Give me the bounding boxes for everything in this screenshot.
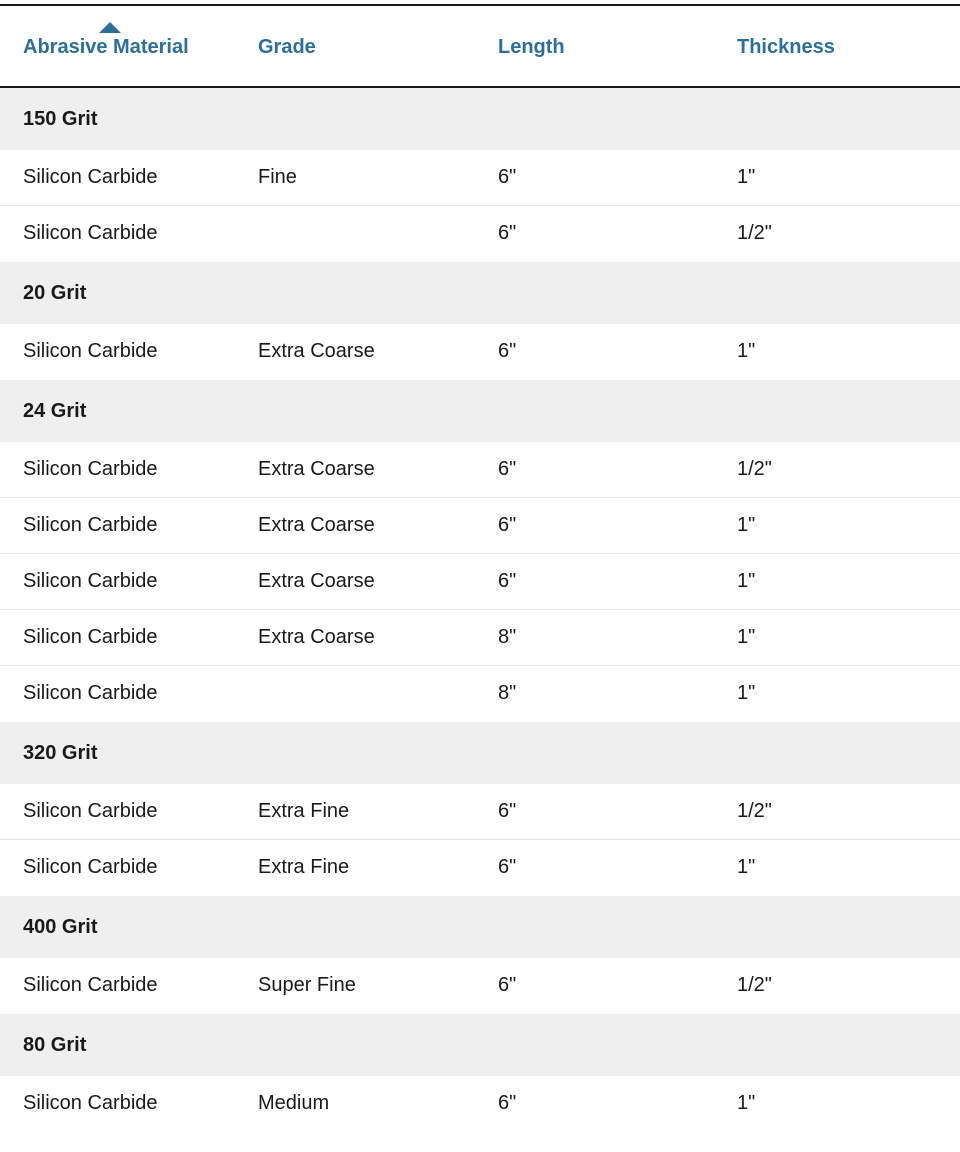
column-header-label: Thickness bbox=[737, 36, 835, 58]
cell-abrasive-material: Silicon Carbide bbox=[23, 514, 158, 536]
cell-grade: Extra Fine bbox=[258, 800, 350, 822]
group-header-row bbox=[0, 1014, 960, 1076]
table-row[interactable] bbox=[0, 666, 960, 722]
table-header bbox=[0, 6, 960, 88]
table-body bbox=[0, 88, 960, 1132]
cell-thickness: 1/2" bbox=[737, 222, 772, 244]
table-row[interactable] bbox=[0, 610, 960, 666]
table-row[interactable] bbox=[0, 554, 960, 610]
cell-thickness: 1" bbox=[737, 166, 756, 188]
cell-length: 6" bbox=[498, 800, 517, 822]
cell-length: 6" bbox=[498, 166, 517, 188]
product-table bbox=[0, 4, 960, 1132]
column-header-grade[interactable] bbox=[258, 36, 316, 59]
cell-length: 8" bbox=[498, 682, 517, 704]
group-header-row bbox=[0, 380, 960, 442]
cell-thickness: 1" bbox=[737, 856, 756, 878]
cell-grade: Extra Coarse bbox=[258, 514, 375, 536]
table-row[interactable] bbox=[0, 498, 960, 554]
group-label: 24 Grit bbox=[23, 400, 87, 422]
cell-abrasive-material: Silicon Carbide bbox=[23, 800, 158, 822]
cell-thickness: 1" bbox=[737, 626, 756, 648]
group-label: 20 Grit bbox=[23, 282, 87, 304]
column-header-label: Length bbox=[498, 36, 565, 58]
group-header-row bbox=[0, 262, 960, 324]
cell-thickness: 1" bbox=[737, 340, 756, 362]
table-row[interactable] bbox=[0, 206, 960, 262]
cell-grade: Super Fine bbox=[258, 974, 356, 996]
sort-ascending-icon[interactable] bbox=[99, 22, 121, 33]
cell-thickness: 1/2" bbox=[737, 974, 772, 996]
cell-thickness: 1" bbox=[737, 570, 756, 592]
cell-thickness: 1/2" bbox=[737, 458, 772, 480]
cell-length: 8" bbox=[498, 626, 517, 648]
cell-abrasive-material: Silicon Carbide bbox=[23, 626, 158, 648]
column-header-label: Abrasive Material bbox=[23, 36, 189, 58]
column-header-length[interactable] bbox=[498, 36, 565, 59]
group-label: 400 Grit bbox=[23, 916, 98, 938]
cell-grade: Extra Coarse bbox=[258, 458, 375, 480]
cell-length: 6" bbox=[498, 1092, 517, 1114]
cell-length: 6" bbox=[498, 514, 517, 536]
cell-abrasive-material: Silicon Carbide bbox=[23, 222, 158, 244]
cell-length: 6" bbox=[498, 458, 517, 480]
cell-abrasive-material: Silicon Carbide bbox=[23, 166, 158, 188]
table-row[interactable] bbox=[0, 958, 960, 1014]
group-header-row bbox=[0, 896, 960, 958]
table-row[interactable] bbox=[0, 442, 960, 498]
cell-abrasive-material: Silicon Carbide bbox=[23, 458, 158, 480]
table-row[interactable] bbox=[0, 324, 960, 380]
table-row[interactable] bbox=[0, 840, 960, 896]
cell-thickness: 1" bbox=[737, 682, 756, 704]
cell-length: 6" bbox=[498, 856, 517, 878]
cell-abrasive-material: Silicon Carbide bbox=[23, 974, 158, 996]
cell-abrasive-material: Silicon Carbide bbox=[23, 1092, 158, 1114]
group-header-row bbox=[0, 88, 960, 150]
cell-thickness: 1" bbox=[737, 1092, 756, 1114]
column-header-label: Grade bbox=[258, 36, 316, 58]
cell-grade: Extra Coarse bbox=[258, 570, 375, 592]
cell-grade: Extra Coarse bbox=[258, 626, 375, 648]
cell-abrasive-material: Silicon Carbide bbox=[23, 340, 158, 362]
table-row[interactable] bbox=[0, 1076, 960, 1132]
cell-grade: Extra Coarse bbox=[258, 340, 375, 362]
table-row[interactable] bbox=[0, 784, 960, 840]
group-label: 320 Grit bbox=[23, 742, 98, 764]
cell-length: 6" bbox=[498, 222, 517, 244]
cell-grade: Medium bbox=[258, 1092, 330, 1114]
cell-length: 6" bbox=[498, 570, 517, 592]
cell-grade: Fine bbox=[258, 166, 297, 188]
group-label: 80 Grit bbox=[23, 1034, 87, 1056]
cell-thickness: 1" bbox=[737, 514, 756, 536]
column-header-thickness[interactable] bbox=[737, 36, 835, 59]
table-row[interactable] bbox=[0, 150, 960, 206]
cell-length: 6" bbox=[498, 974, 517, 996]
cell-thickness: 1/2" bbox=[737, 800, 772, 822]
cell-abrasive-material: Silicon Carbide bbox=[23, 682, 158, 704]
cell-abrasive-material: Silicon Carbide bbox=[23, 570, 158, 592]
cell-length: 6" bbox=[498, 340, 517, 362]
cell-abrasive-material: Silicon Carbide bbox=[23, 856, 158, 878]
column-header-abrasive-material[interactable] bbox=[23, 36, 189, 59]
group-label: 150 Grit bbox=[23, 108, 98, 130]
cell-grade: Extra Fine bbox=[258, 856, 350, 878]
group-header-row bbox=[0, 722, 960, 784]
